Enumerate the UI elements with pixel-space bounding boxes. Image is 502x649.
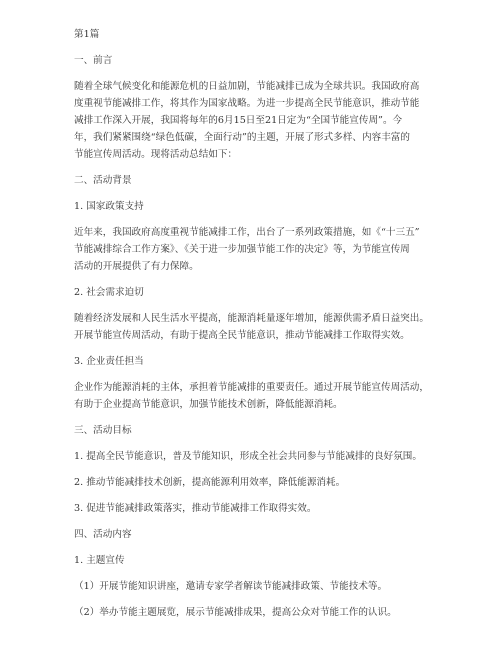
section-heading-content: 四、活动内容	[74, 529, 132, 540]
subheading-social-demand: 2. 社会需求迫切	[74, 287, 144, 298]
paragraph-line: 随着经济发展和人民生活水平提高，能源消耗量逐年增加，能源供需矛盾日益突出。	[74, 313, 429, 324]
goal-item-1: 1. 提高全民节能意识，普及节能知识，形成全社会共同参与节能减排的良好氛围。	[74, 451, 422, 462]
subheading-enterprise-responsibility: 3. 企业责任担当	[74, 356, 144, 367]
enterprise-responsibility-paragraph	[74, 379, 444, 413]
section-heading-goals: 三、活动目标	[74, 425, 132, 436]
section-heading-background: 二、活动背景	[74, 175, 132, 186]
paragraph-line: 开展节能宣传周活动，有助于提高全民节能意识，推动节能减排工作取得实效。	[74, 330, 410, 341]
content-item-lecture: （1）开展节能知识讲座，邀请专家学者解读节能减排政策、节能技术等。	[74, 581, 388, 592]
paragraph-line: 年，我们紧紧围绕“绿色低碳，全面行动”的主题，开展了形式多样、内容丰富的	[74, 132, 410, 143]
paragraph-line: 度重视节能减排工作，将其作为国家战略。为进一步提高全民节能意识，推动节能	[74, 98, 420, 109]
paragraph-line: 企业作为能源消耗的主体，承担着节能减排的重要责任。通过开展节能宣传周活动，	[74, 382, 429, 393]
chapter-title: 第1篇	[74, 29, 100, 40]
section-heading-intro: 一、前言	[74, 55, 113, 66]
paragraph-line: 活动的开展提供了有力保障。	[74, 261, 199, 272]
policy-support-paragraph	[74, 224, 444, 275]
social-demand-paragraph	[74, 310, 444, 344]
goal-item-3: 3. 促进节能减排政策落实，推动节能减排工作取得实效。	[74, 503, 317, 514]
subheading-policy-support: 1. 国家政策支持	[74, 201, 144, 212]
paragraph-line: 有助于企业提高节能意识，加强节能技术创新，降低能源消耗。	[74, 399, 343, 410]
paragraph-line: 节能宣传周活动。现将活动总结如下：	[74, 149, 238, 160]
intro-paragraph	[74, 78, 444, 163]
paragraph-line: 随着全球气候变化和能源危机的日益加剧，节能减排已成为全球共识。我国政府高	[74, 81, 420, 92]
content-item-exhibition: （2）举办节能主题展览，展示节能减排成果，提高公众对节能工作的认识。	[74, 607, 397, 618]
subheading-theme-promotion: 1. 主题宣传	[74, 555, 125, 566]
paragraph-line: 减排工作深入开展，我国将每年的6月15日至21日定为“全国节能宣传周”。今	[74, 115, 403, 126]
paragraph-line: 近年来，我国政府高度重视节能减排工作，出台了一系列政策措施，如《“十三五”	[74, 227, 420, 238]
goal-item-2: 2. 推动节能减排技术创新，提高能源利用效率，降低能源消耗。	[74, 477, 346, 488]
paragraph-line: 节能减排综合工作方案》、《关于进一步加强节能工作的决定》等，为节能宣传周	[74, 244, 410, 255]
document-content	[74, 26, 444, 621]
